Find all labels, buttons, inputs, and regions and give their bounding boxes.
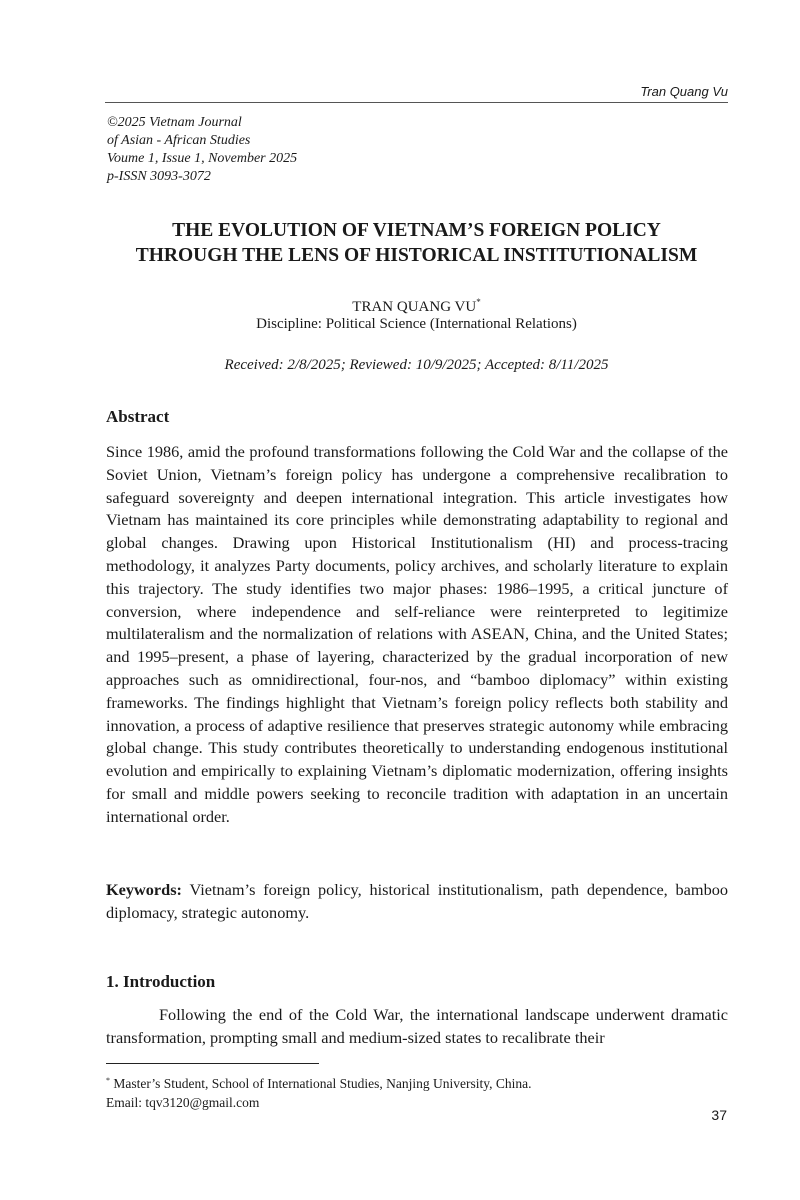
paper-title xyxy=(100,218,733,268)
abstract-text: Since 1986, amid the profound transformations following the Cold War and the collapse of the Soviet Union, Vietnam’s foreign policy has undergone a comprehensive recalibration to safeguard sovereignty and deepen international integration. This article investigates how Vietnam has maintained its core principles while demonstrating adaptability to regional and global changes. Drawing upon Historical Institutionalism (HI) and process-tracing methodology, it analyzes Party documents, policy archives, and scholarly literature to explain this trajectory. The study identifies two major phases: 1986–1995, a critical juncture of conversion, where independence and self-reliance were reinterpreted to legitimize multilateralism and the normalization of relations with ASEAN, China, and the United States; and 1995–present, a phase of layering, characterized by the gradual incorporation of new approaches such as omnidirectional, four-nos, and “bamboo diplomacy” within existing frameworks. The findings highlight that Vietnam’s foreign policy reflects both stability and innovation, a process of adaptive resilience that preserves strategic autonomy while embracing global change. This study contributes theoretically to understanding endogenous institutional evolution and empirically to explaining Vietnam’s diplomatic modernization, offering insights for small and middle powers seeking to reconcile tradition with adaptation in an uncertain international order. xyxy=(106,442,728,826)
footnote-email: Email: tqv3120@gmail.com xyxy=(106,1095,260,1110)
discipline: Discipline: Political Science (International Relations) xyxy=(256,316,577,332)
journal-info-line: p-ISSN 3093-3072 xyxy=(107,169,211,184)
keywords-label: Keywords: xyxy=(106,880,182,899)
abstract-heading: Abstract xyxy=(106,407,170,426)
footnote-affiliation: Master’s Student, School of International Studies, Nanjing University, China. xyxy=(113,1076,532,1091)
keywords xyxy=(106,879,728,925)
running-header-author: Tran Quang Vu xyxy=(640,84,728,99)
keywords-text: Vietnam’s foreign policy, historical institutionalism, path dependence, bamboo diplomacy, strategic autonomy. xyxy=(106,880,728,922)
submission-dates: Received: 2/8/2025; Reviewed: 10/9/2025; Accepted: 8/11/2025 xyxy=(224,357,609,373)
author-name: TRAN QUANG VU xyxy=(352,299,477,315)
author-footnote-mark: * xyxy=(476,297,481,307)
journal-info-line: of Asian - African Studies xyxy=(107,133,251,148)
page-number: 37 xyxy=(711,1107,727,1123)
journal-info-line: ©2025 Vietnam Journal xyxy=(107,115,242,130)
introduction-text: Following the end of the Cold War, the international landscape underwent dramatic transformation, prompting small and medium-sized states to recalibrate their xyxy=(106,1005,728,1047)
paper-title-line: THROUGH THE LENS OF HISTORICAL INSTITUTIONALISM xyxy=(135,245,698,266)
footnote xyxy=(106,1071,531,1112)
footnote-line-1 xyxy=(106,1071,531,1093)
header-rule xyxy=(105,102,728,103)
journal-info xyxy=(107,114,297,186)
footnote-rule xyxy=(106,1063,319,1064)
introduction-heading: 1. Introduction xyxy=(106,972,216,991)
footnote-mark: * xyxy=(106,1076,110,1085)
journal-info-line: Voume 1, Issue 1, November 2025 xyxy=(107,151,298,166)
paper-title-line: THE EVOLUTION OF VIETNAM’S FOREIGN POLICY xyxy=(172,220,661,241)
